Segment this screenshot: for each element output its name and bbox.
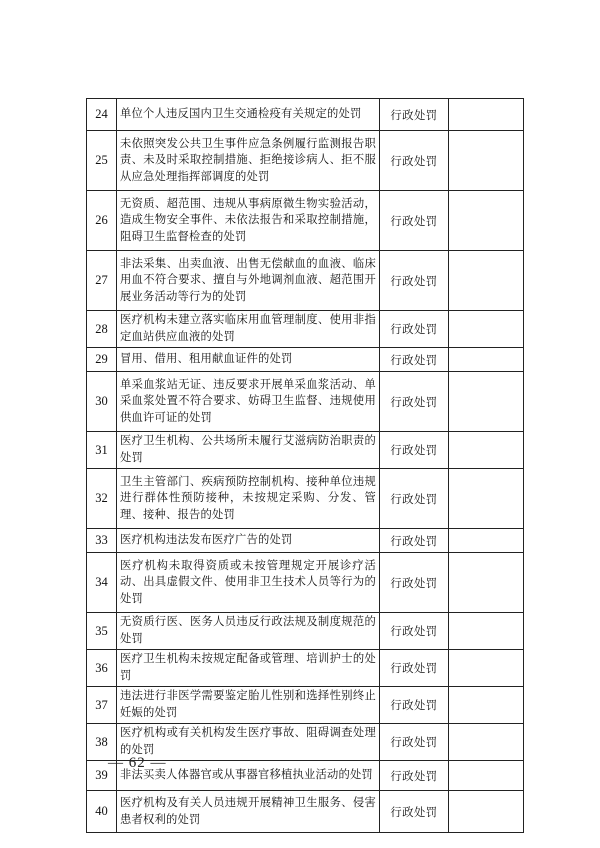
table-row (87, 529, 524, 553)
row-number: 32 (87, 469, 117, 529)
remarks-cell (449, 650, 524, 687)
penalty-item-name: 卫生主管部门、疾病预防控制机构、接种单位违规进行群体性预防接种，未按规定采购、分发、管理、接种、报告的处罚 (117, 469, 380, 529)
penalty-item-name: 医疗卫生机构、公共场所未履行艾滋病防治职责的处罚 (117, 432, 380, 469)
penalty-type: 行政处罚 (380, 687, 449, 724)
row-number: 35 (87, 613, 117, 650)
penalty-item-name: 无资质行医、医务人员违反行政法规及制度规范的处罚 (117, 613, 380, 650)
table-row (87, 791, 524, 833)
remarks-cell (449, 724, 524, 761)
row-number: 30 (87, 372, 117, 432)
penalty-item-name: 医疗卫生机构未按规定配备或管理、培训护士的处罚 (117, 650, 380, 687)
table-row (87, 687, 524, 724)
table-row (87, 99, 524, 131)
row-number: 26 (87, 191, 117, 251)
penalty-table (86, 98, 524, 833)
row-number: 28 (87, 311, 117, 348)
penalty-item-name: 非法买卖人体器官或从事器官移植执业活动的处罚 (117, 761, 380, 791)
penalty-type: 行政处罚 (380, 131, 449, 191)
penalty-type: 行政处罚 (380, 553, 449, 613)
page-number: — 62 — (108, 755, 167, 771)
penalty-item-name: 违法进行非医学需要鉴定胎儿性别和选择性别终止妊娠的处罚 (117, 687, 380, 724)
table-row (87, 553, 524, 613)
penalty-item-name: 非法采集、出卖血液、出售无偿献血的血液、临床用血不符合要求、擅自与外地调剂血液、超范围开展业务活动等行为的处罚 (117, 251, 380, 311)
penalty-item-name: 单采血浆站无证、违反要求开展单采血浆活动、单采血浆处置不符合要求、妨碍卫生监督、违规使用供血许可证的处罚 (117, 372, 380, 432)
table-row (87, 469, 524, 529)
penalty-type: 行政处罚 (380, 348, 449, 372)
penalty-type: 行政处罚 (380, 432, 449, 469)
penalty-type: 行政处罚 (380, 724, 449, 761)
penalty-item-name: 单位个人违反国内卫生交通检疫有关规定的处罚 (117, 99, 380, 131)
penalty-item-name: 未依照突发公共卫生事件应急条例履行监测报告职责、未及时采取控制措施、拒绝接诊病人、拒不服从应急处理指挥部调度的处罚 (117, 131, 380, 191)
remarks-cell (449, 529, 524, 553)
remarks-cell (449, 553, 524, 613)
table-row (87, 348, 524, 372)
penalty-item-name: 冒用、借用、租用献血证件的处罚 (117, 348, 380, 372)
table-row (87, 311, 524, 348)
penalty-item-name: 医疗机构及有关人员违规开展精神卫生服务、侵害患者权利的处罚 (117, 791, 380, 833)
remarks-cell (449, 191, 524, 251)
row-number: 31 (87, 432, 117, 469)
remarks-cell (449, 761, 524, 791)
remarks-cell (449, 348, 524, 372)
remarks-cell (449, 432, 524, 469)
row-number: 36 (87, 650, 117, 687)
remarks-cell (449, 131, 524, 191)
remarks-cell (449, 311, 524, 348)
row-number: 37 (87, 687, 117, 724)
row-number: 33 (87, 529, 117, 553)
table-row (87, 613, 524, 650)
row-number: 40 (87, 791, 117, 833)
penalty-type: 行政处罚 (380, 311, 449, 348)
table-row (87, 372, 524, 432)
remarks-cell (449, 251, 524, 311)
table-row (87, 650, 524, 687)
penalty-type: 行政处罚 (380, 372, 449, 432)
row-number: 29 (87, 348, 117, 372)
row-number: 27 (87, 251, 117, 311)
row-number: 24 (87, 99, 117, 131)
penalty-type: 行政处罚 (380, 191, 449, 251)
penalty-item-name: 医疗机构未取得资质或未按管理规定开展诊疗活动、出具虚假文件、使用非卫生技术人员等行为的处罚 (117, 553, 380, 613)
penalty-type: 行政处罚 (380, 791, 449, 833)
penalty-type: 行政处罚 (380, 650, 449, 687)
table-row (87, 191, 524, 251)
remarks-cell (449, 372, 524, 432)
penalty-type: 行政处罚 (380, 99, 449, 131)
remarks-cell (449, 613, 524, 650)
penalty-item-name: 医疗机构未建立落实临床用血管理制度、使用非指定血站供应血液的处罚 (117, 311, 380, 348)
penalty-item-name: 医疗机构违法发布医疗广告的处罚 (117, 529, 380, 553)
penalty-type: 行政处罚 (380, 469, 449, 529)
remarks-cell (449, 687, 524, 724)
penalty-item-name: 医疗机构或有关机构发生医疗事故、阻碍调查处理的处罚 (117, 724, 380, 761)
table-row (87, 251, 524, 311)
row-number: 34 (87, 553, 117, 613)
remarks-cell (449, 791, 524, 833)
penalty-table-body (87, 99, 524, 833)
table-row (87, 432, 524, 469)
penalty-type: 行政处罚 (380, 529, 449, 553)
penalty-type: 行政处罚 (380, 251, 449, 311)
remarks-cell (449, 99, 524, 131)
table-row (87, 131, 524, 191)
remarks-cell (449, 469, 524, 529)
row-number: 25 (87, 131, 117, 191)
row-number: 39 (87, 761, 117, 791)
row-number: 38 (87, 724, 117, 761)
penalty-type: 行政处罚 (380, 761, 449, 791)
penalty-item-name: 无资质、超范围、违规从事病原微生物实验活动，造成生物安全事件、未依法报告和采取控制措施，阻碍卫生监督检查的处罚 (117, 191, 380, 251)
penalty-type: 行政处罚 (380, 613, 449, 650)
